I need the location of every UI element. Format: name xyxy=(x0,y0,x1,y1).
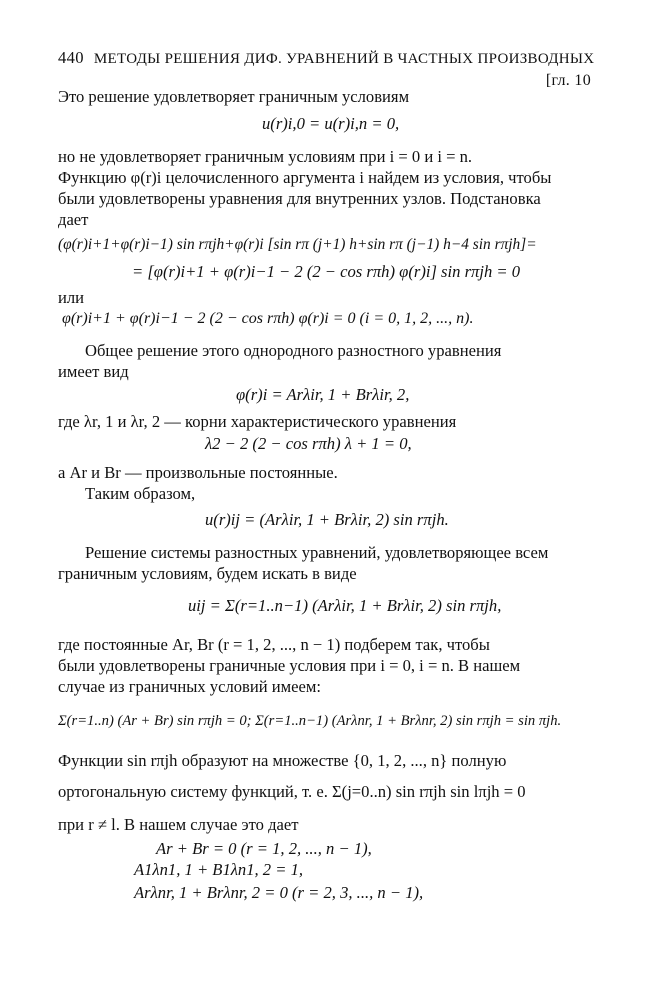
equation-u-ij: u(r)ij = (Arλir, 1 + Brλir, 2) sin rπjh. xyxy=(205,510,449,529)
text-line: или xyxy=(58,288,85,307)
text-line: Функции sin rπjh образуют на множестве {0, 1, 2, ..., n} полную xyxy=(58,751,507,770)
text-line: где λr, 1 и λr, 2 — корни характеристического уравнения xyxy=(58,412,457,431)
text-line: дает xyxy=(58,210,89,229)
equation-characteristic: λ2 − 2 (2 − cos rπh) λ + 1 = 0, xyxy=(205,434,412,453)
text-line: имеет вид xyxy=(58,362,129,381)
section-ref: [гл. 10 xyxy=(545,72,591,89)
text-line: были удовлетворены уравнения для внутренних узлов. Подстановка xyxy=(58,189,541,208)
text-line: Таким образом, xyxy=(85,484,196,503)
equation-substitution-1: (φ(r)i+1+φ(r)i−1) sin rπjh+φ(r)i [sin rπ (j+1) h+sin rπ (j−1) h−4 sin rπjh]= xyxy=(58,236,537,253)
equation-boundary-sums: Σ(r=1..n) (Ar + Br) sin rπjh = 0; Σ(r=1..n−1) (Arλnr, 1 + Brλnr, 2) sin rπjh = sin πjh. xyxy=(58,713,562,729)
equation-substitution-2: = [φ(r)i+1 + φ(r)i−1 − 2 (2 − cos rπh) φ(r)i] sin rπjh = 0 xyxy=(132,262,521,281)
text-line: Решение системы разностных уравнений, удовлетворяющее всем xyxy=(85,543,549,562)
equation-system-2: A1λn1, 1 + B1λn1, 2 = 1, xyxy=(134,860,304,879)
text-line: а Ar и Br — произвольные постоянные. xyxy=(58,463,338,482)
running-title: МЕТОДЫ РЕШЕНИЯ ДИФ. УРАВНЕНИЙ В ЧАСТНЫХ ПРОИЗВОДНЫХ xyxy=(93,51,595,67)
text-line: случае из граничных условий имеем: xyxy=(58,677,322,696)
page-number: 440 xyxy=(58,48,84,67)
text-line: где постоянные Ar, Br (r = 1, 2, ..., n − 1) подберем так, чтобы xyxy=(58,635,490,654)
text-line: ортогональную системy функций, т. е. Σ(j=0..n) sin rπjh sin lπjh = 0 xyxy=(58,782,526,801)
text-line: были удовлетворены граничные условия при i = 0, i = n. В нашем xyxy=(58,656,521,675)
text-line: Это решение удовлетворяет граничным условиям xyxy=(58,87,410,106)
equation-system-1: Ar + Br = 0 (r = 1, 2, ..., n − 1), xyxy=(156,839,372,858)
equation-boundary: u(r)i,0 = u(r)i,n = 0, xyxy=(262,114,400,133)
equation-sum-solution: uij = Σ(r=1..n−1) (Arλir, 1 + Brλir, 2) sin rπjh, xyxy=(188,596,502,615)
text-line: Функцию φ(r)i целочисленного аргумента i найдем из условия, чтобы xyxy=(58,168,552,187)
text-line: при r ≠ l. В нашем случае это дает xyxy=(58,815,299,834)
text-line: граничным условиям, будем искать в виде xyxy=(58,564,357,583)
text-line: но не удовлетворяет граничным условиям при i = 0 и i = n. xyxy=(58,147,473,166)
equation-general-solution: φ(r)i = Arλir, 1 + Brλir, 2, xyxy=(236,385,410,404)
equation-system-3: Arλnr, 1 + Brλnr, 2 = 0 (r = 2, 3, ..., n − 1), xyxy=(134,883,424,902)
equation-difference: φ(r)i+1 + φ(r)i−1 − 2 (2 − cos rπh) φ(r)i = 0 (i = 0, 1, 2, ..., n). xyxy=(62,310,474,327)
text-line: Общее решение этого однородного разностного уравнения xyxy=(85,341,502,360)
